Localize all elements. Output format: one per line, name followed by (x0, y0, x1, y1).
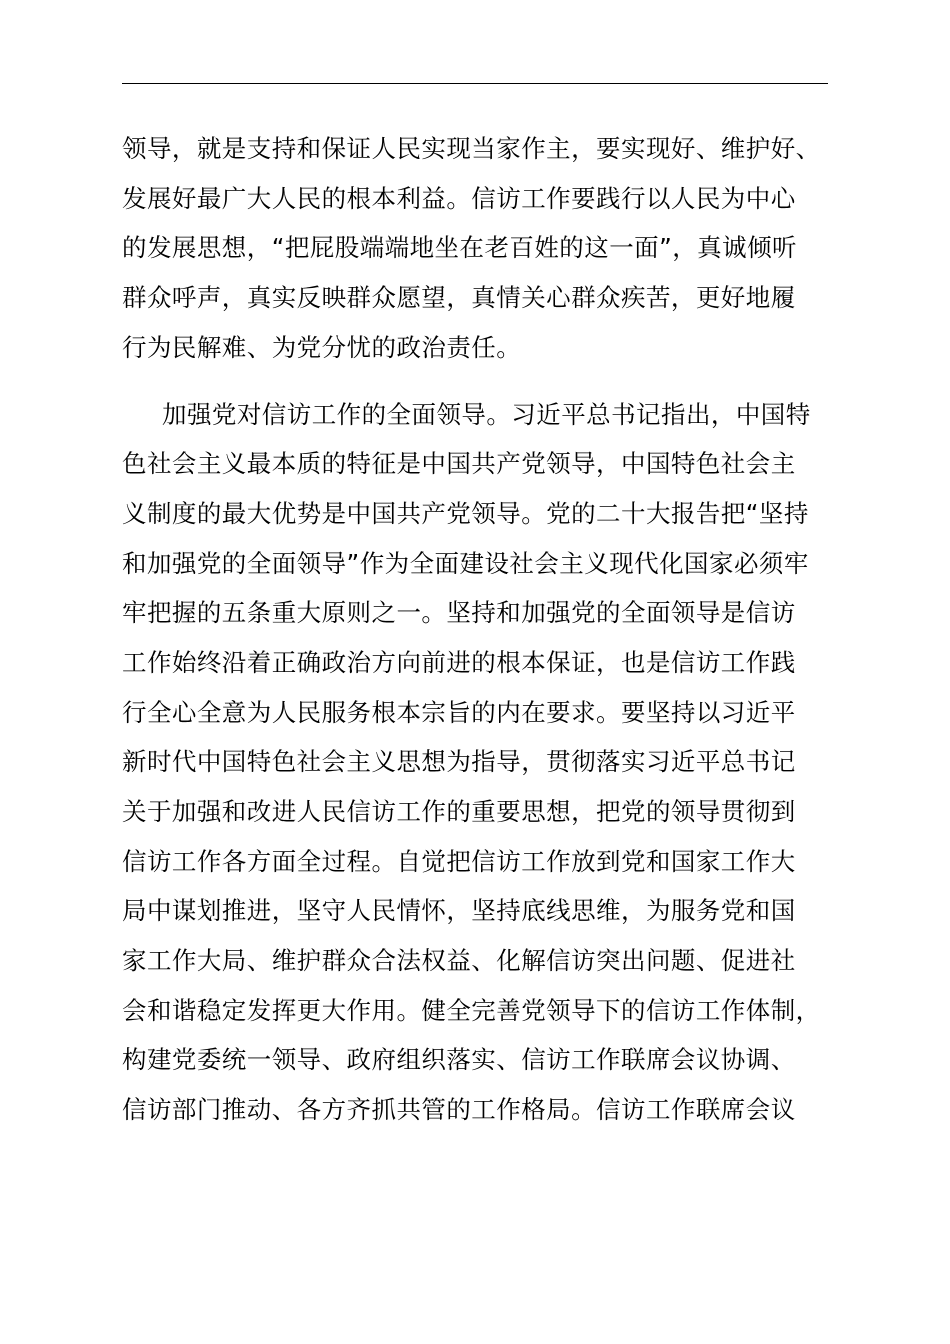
paragraph-2-line-5: 牢把握的五条重大原则之一。坚持和加强党的全面领导是信访 (122, 598, 796, 627)
paragraph-2-line-1: 加强党对信访工作的全面领导。习近平总书记指出，中国特 (162, 400, 811, 429)
paragraph-2-line-10: 信访工作各方面全过程。自觉把信访工作放到党和国家工作大 (122, 847, 796, 876)
paragraph-2-line-13: 会和谐稳定发挥更大作用。健全完善党领导下的信访工作体制， (122, 996, 821, 1025)
paragraph-2-line-14: 构建党委统一领导、政府组织落实、信访工作联席会议协调、 (122, 1045, 796, 1074)
paragraph-2-line-9: 关于加强和改进人民信访工作的重要思想，把党的领导贯彻到 (122, 797, 796, 826)
paragraph-1-line-5: 行为民解难、为党分忧的政治责任。 (122, 333, 522, 362)
paragraph-2-line-3: 义制度的最大优势是中国共产党领导。党的二十大报告把“坚持 (122, 499, 809, 528)
paragraph-1-line-2: 发展好最广大人民的根本利益。信访工作要践行以人民为中心 (122, 184, 796, 213)
paragraph-2-line-7: 行全心全意为人民服务根本宗旨的内在要求。要坚持以习近平 (122, 698, 796, 727)
paragraph-2-line-12: 家工作大局、维护群众合法权益、化解信访突出问题、促进社 (122, 946, 796, 975)
paragraph-2-line-11: 局中谋划推进，坚守人民情怀，坚持底线思维，为服务党和国 (122, 896, 796, 925)
paragraph-1-line-1: 领导，就是支持和保证人民实现当家作主，要实现好、维护好、 (122, 134, 821, 163)
paragraph-2-line-2: 色社会主义最本质的特征是中国共产党领导，中国特色社会主 (122, 449, 796, 478)
paragraph-1-line-4: 群众呼声，真实反映群众愿望，真情关心群众疾苦，更好地履 (122, 283, 796, 312)
paragraph-2-line-4: 和加强党的全面领导”作为全面建设社会主义现代化国家必须牢 (122, 549, 809, 578)
paragraph-2-line-6: 工作始终沿着正确政治方向前进的根本保证，也是信访工作践 (122, 648, 796, 677)
paragraph-2-line-8: 新时代中国特色社会主义思想为指导，贯彻落实习近平总书记 (122, 747, 796, 776)
paragraph-2-line-15: 信访部门推动、各方齐抓共管的工作格局。信访工作联席会议 (122, 1095, 796, 1124)
paragraph-1-line-3: 的发展思想，“把屁股端端地坐在老百姓的这一面”，真诚倾听 (122, 233, 797, 262)
